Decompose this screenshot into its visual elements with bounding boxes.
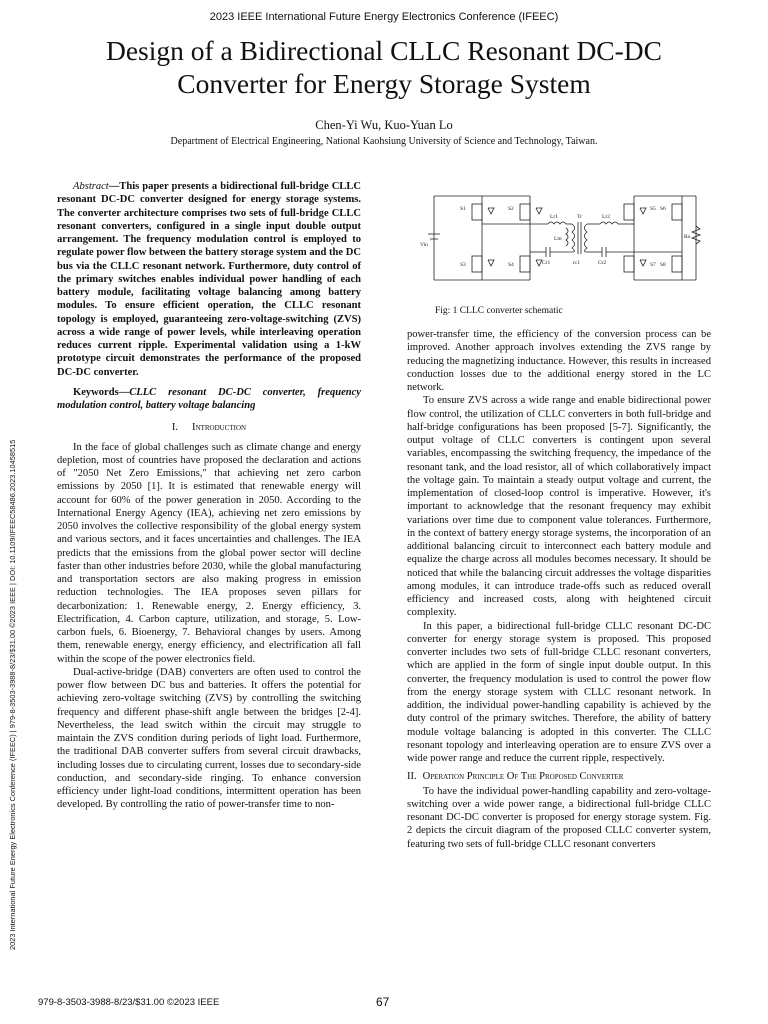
- conference-header: 2023 IEEE International Future Energy Electronics Conference (IFEEC): [209, 11, 559, 23]
- authors: Chen-Yi Wu, Kuo-Yuan Lo: [315, 118, 453, 132]
- affiliation: Department of Electrical Engineering, National Kaohsiung University of Science and Technology, Taiwan.: [170, 136, 598, 147]
- vin-label: Vin: [420, 242, 428, 248]
- switch-s1-label: S1: [460, 206, 466, 212]
- paragraph: To ensure ZVS across a wide range and enable bidirectional power flow control, the utilization of CLLC converters in both full-bridge and half-bridge configurations has been proposed [5-7]. Significantly, the output voltage of CLLC converters is contingent upon several variables, encompassing the switching frequency, the impedance of the resonant tank, and the load resistor, all of which collaboratively impact the voltage gain. To maintain a steady output voltage and current, the implementation of closed-loop control is imperative. However, it's important to acknowledge that the resonant frequency may exhibit variations over time due to component value tolerances. Furthermore, in the context of battery energy storage systems, the incorporation of an additional balancing circuit to interconnect each battery module and equalize the charge across all modules becomes necessary. It should be noticed that while the balancing circuit addresses the voltage disparities among modules, it can introduce trade-offs such as reduced overall efficiency and increased costs, along with heightened circuit complexity.: [407, 395, 711, 619]
- left-column: [57, 180, 361, 812]
- side-doi-strip: 2023 International Future Energy Electronics Conference (IFEEC) | 979-8-3503-3988-8/23/$31.00 ©2023 IEEE | DOI: 10.1109/IFEEC58486.2023.10458515: [8, 439, 17, 950]
- switch-s7-label: S7: [650, 262, 656, 268]
- cllc-schematic-figure: [420, 186, 702, 292]
- transformer-label: Tr: [577, 214, 582, 220]
- turns-ratio-label: n:1: [573, 260, 581, 266]
- section-2-title: Operation Principle Of The Proposed Converter: [422, 771, 624, 783]
- abstract-body: This paper presents a bidirectional full-bridge CLLC resonant DC-DC converter designed for energy storage systems. The converter architecture comprises two sets of full-bridge CLLC resonant converters, configured in a single input double output arrangement. The frequency modulation control is employed to regulate power flow between the battery storage system and the DC bus via the CLLC resonant network. Furthermore, duty control of the primary switches enables individual power handling of each battery module, facilitating voltage balancing among battery modules. To ensure efficient operation, the CLLC resonant topology is employed, guaranteeing zero-voltage-switching (ZVS) across a wide range of power levels, while interleaving operation reduces current ripple. Experimental validation using a 1-kW prototype circuit demonstrates the performance of the proposed DC-DC converter.: [57, 181, 361, 378]
- ro-label: Ro: [684, 234, 691, 240]
- paragraph: In the face of global challenges such as climate change and energy depletion, most of countries have proposed the declaration and actions of "2050 Net Zero Emissions," that achieving net zero carbon emissions by 2050 [1]. It is estimated that renewable energy will account for 60% of the power generation in 2050. According to the International Energy Agency (IEA), achieving net zero emissions by 2050 involves the collective responsibility of the global energy system and various sectors, and it faces uncertainties and challenges. The IEA predicts that the emissions from the global power sector will decline faster than other industries before 2030, while the global manufacturing and transportation sectors are also making progress in emission reduction technologies. The IEA proposes seven pillars for decarbonization: 1. Renewable energy, 2. Energy efficiency, 3. Electrification, 4. Carbon capture, utilization, and storage, 5. Low-carbon fuels, 6. Bioenergy, 7. Behavioral changes by users. Among them, renewable energy, energy efficiency, and electrification all fall within the scope of the power electronics field.: [57, 441, 361, 665]
- cr2-label: Cr2: [598, 260, 607, 266]
- right-column: [407, 328, 711, 851]
- keywords: [57, 386, 361, 413]
- lm-label: Lm: [554, 236, 562, 242]
- section-2-number: II.: [407, 771, 417, 783]
- cr1-label: Cr1: [542, 260, 551, 266]
- paragraph: power-transfer time, the efficiency of the conversion process can be improved. Another approach involves extending the ZVS range by reducing the magnetizing inductance. However, this results in increased conduction losses due to the additional energy stored in the LC network.: [407, 329, 711, 393]
- switch-s8-label: S8: [660, 262, 666, 268]
- lr1-label: Lr1: [550, 214, 558, 220]
- abstract: [57, 180, 361, 379]
- title-line-2: Converter for Energy Storage System: [177, 68, 591, 99]
- abstract-dash: —: [108, 181, 120, 192]
- switch-s4-label: S4: [508, 262, 514, 268]
- lr2-label: Lr2: [602, 214, 610, 220]
- switch-s2-label: S2: [508, 206, 514, 212]
- section-1-number: I.: [171, 422, 179, 434]
- keywords-lead: Keywords—: [73, 386, 130, 398]
- switch-s3-label: S3: [460, 262, 466, 268]
- switch-s6-label: S6: [660, 206, 666, 212]
- switch-s5-label: S5: [650, 206, 656, 212]
- section-1-title: Introduction: [192, 422, 247, 434]
- paragraph: In this paper, a bidirectional full-bridge CLLC resonant DC-DC converter for energy storage system is proposed. This proposed converter includes two sets of full-bridge CLLC resonant converters, which are applied in the form of single input double output. In this converter, the frequency modulation is used to control the power flow from the energy storage system with CLLC resonant network. In addition, the individual power-handling capability is achieved by the duty control of the primary switches. Therefore, the ability of battery module voltage balancing is adopted in this converter. The CLLC resonant topology and interleaving operation are to ensure ZVS over a wide power range and reduce the current ripple, respectively.: [407, 620, 711, 764]
- figure-caption: Fig: 1 CLLC converter schematic: [435, 306, 563, 316]
- title-line-1: Design of a Bidirectional CLLC Resonant DC-DC: [105, 35, 663, 66]
- section-heading-1: [57, 421, 361, 434]
- paper-title: [40, 34, 728, 100]
- keywords-body: CLLC resonant DC-DC converter, frequency modulation control, battery voltage balancing: [57, 386, 361, 411]
- section-heading-2: [407, 770, 711, 783]
- paragraph: Dual-active-bridge (DAB) converters are often used to control the power flow between DC bus and batteries. It offers the potential for achieving zero-voltage switching (ZVS) by controlling the switching frequency and different phase-shift angle between the bridges [2-4]. Nevertheless, the lead switch within the circuit may struggle to maintain the ZVS condition during periods of light load. Furthermore, the traditional DAB converter suffers from several circuit drawbacks, including losses due to circulating current, losses due to secondary-side conduction, and secondary-side ringing. To enhance conversion efficiency under light-load conditions, intermittent operation has been developed. By controlling the ratio of power-transfer time to non-: [57, 666, 361, 811]
- page-number: 67: [376, 995, 390, 1009]
- abstract-lead: Abstract: [73, 181, 109, 192]
- footer-isbn: 979-8-3503-3988-8/23/$31.00 ©2023 IEEE: [38, 997, 220, 1008]
- paragraph: To have the individual power-handling capability and zero-voltage-switching over a wide power range, a bidirectional full-bridge CLLC resonant DC-DC converter is proposed for energy storage system. Fig. 2 depicts the circuit diagram of the proposed CLLC converter system, featuring two sets of full-bridge CLLC resonant converters: [407, 785, 711, 850]
